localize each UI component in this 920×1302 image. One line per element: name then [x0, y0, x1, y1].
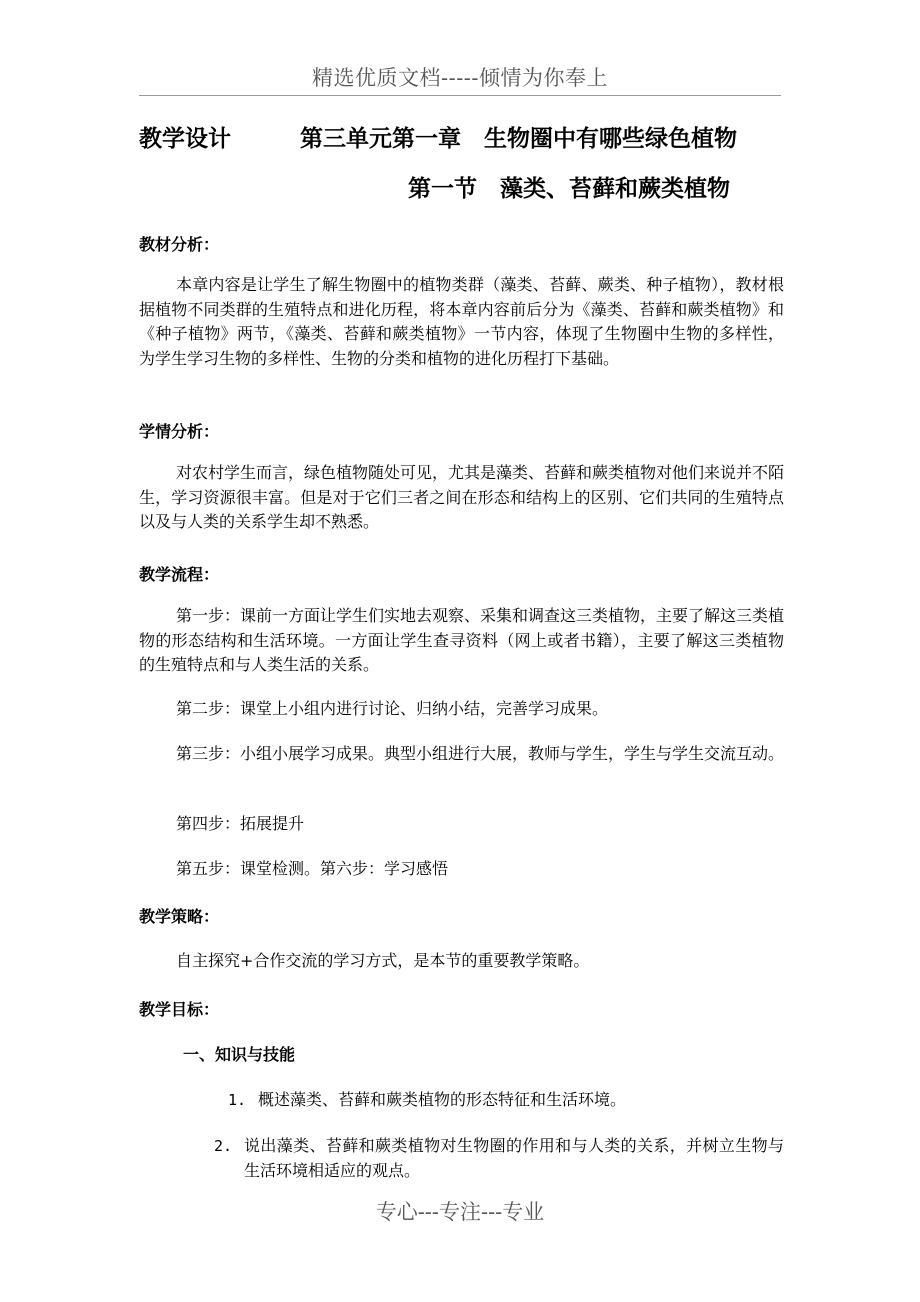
- objective-item-text: 概述藻类、苔藓和蕨类植物的形态特征和生活环境。: [258, 1090, 627, 1109]
- heading-process: 教学流程：: [139, 565, 220, 584]
- title-chapter: 第三单元第一章 生物圈中有哪些绿色植物: [300, 125, 737, 152]
- process-step-5: 第五步：课堂检测。第六步：学习感悟: [176, 859, 449, 878]
- objectives-subheading: 一、知识与技能: [183, 1045, 296, 1064]
- objective-item-number: 1.: [228, 1091, 247, 1109]
- heading-objectives: 教学目标：: [139, 1000, 220, 1019]
- page-footer: 专心---专注---专业: [375, 1200, 545, 1224]
- title-section: 第一节 藻类、苔藓和蕨类植物: [408, 175, 730, 202]
- process-step-4: 第四步：拓展提升: [176, 814, 305, 833]
- process-step-3: 第三步：小组小展学习成果。典型小组进行大展，教师与学生，学生与学生交流互动。: [176, 744, 785, 763]
- objective-item-text: 说出藻类、苔藓和蕨类植物对生物圈的作用和与人类的关系，并树立生物与生活环境相适应的观点。: [244, 1136, 784, 1180]
- objective-item-number: 2.: [214, 1137, 233, 1155]
- header-divider: [139, 95, 781, 96]
- paragraph-student-analysis: 对农村学生而言，绿色植物随处可见，尤其是藻类、苔藓和蕨类植物对他们来说并不陌生，学习资源很丰富。但是对于它们三者之间在形态和结构上的区别、它们共同的生殖特点以及与人类的关系学生却不熟悉。: [139, 463, 785, 531]
- paragraph-strategy: 自主探究+合作交流的学习方式，是本节的重要教学策略。: [176, 951, 590, 970]
- title-label: 教学设计: [139, 125, 231, 152]
- heading-strategy: 教学策略：: [139, 907, 220, 926]
- heading-student-analysis: 学情分析：: [139, 422, 220, 441]
- objective-item-2: [214, 1134, 784, 1183]
- heading-material-analysis: 教材分析：: [139, 235, 220, 254]
- process-step-1: 第一步：课前一方面让学生们实地去观察、采集和调查这三类植物，主要了解这三类植物的形态结构和生活环境。一方面让学生查寻资料（网上或者书籍），主要了解这三类植物的生殖特点和与人类生活的关系。: [139, 606, 785, 674]
- process-step-2: 第二步：课堂上小组内进行讨论、归纳小结，完善学习成果。: [176, 699, 609, 718]
- page-header: 精选优质文档-----倾情为你奉上: [312, 66, 608, 90]
- paragraph-material-analysis: 本章内容是让学生了解生物圈中的植物类群（藻类、苔藓、蕨类、种子植物），教材根据植物不同类群的生殖特点和进化历程，将本章内容前后分为《藻类、苔藓和蕨类植物》和《种子植物》两节，《藻类、苔藓和蕨类植物》一节内容，体现了生物圈中生物的多样性，为学生学习生物的多样性、生物的分类和植物的进化历程打下基础。: [139, 275, 784, 368]
- objective-item-1: [228, 1088, 788, 1113]
